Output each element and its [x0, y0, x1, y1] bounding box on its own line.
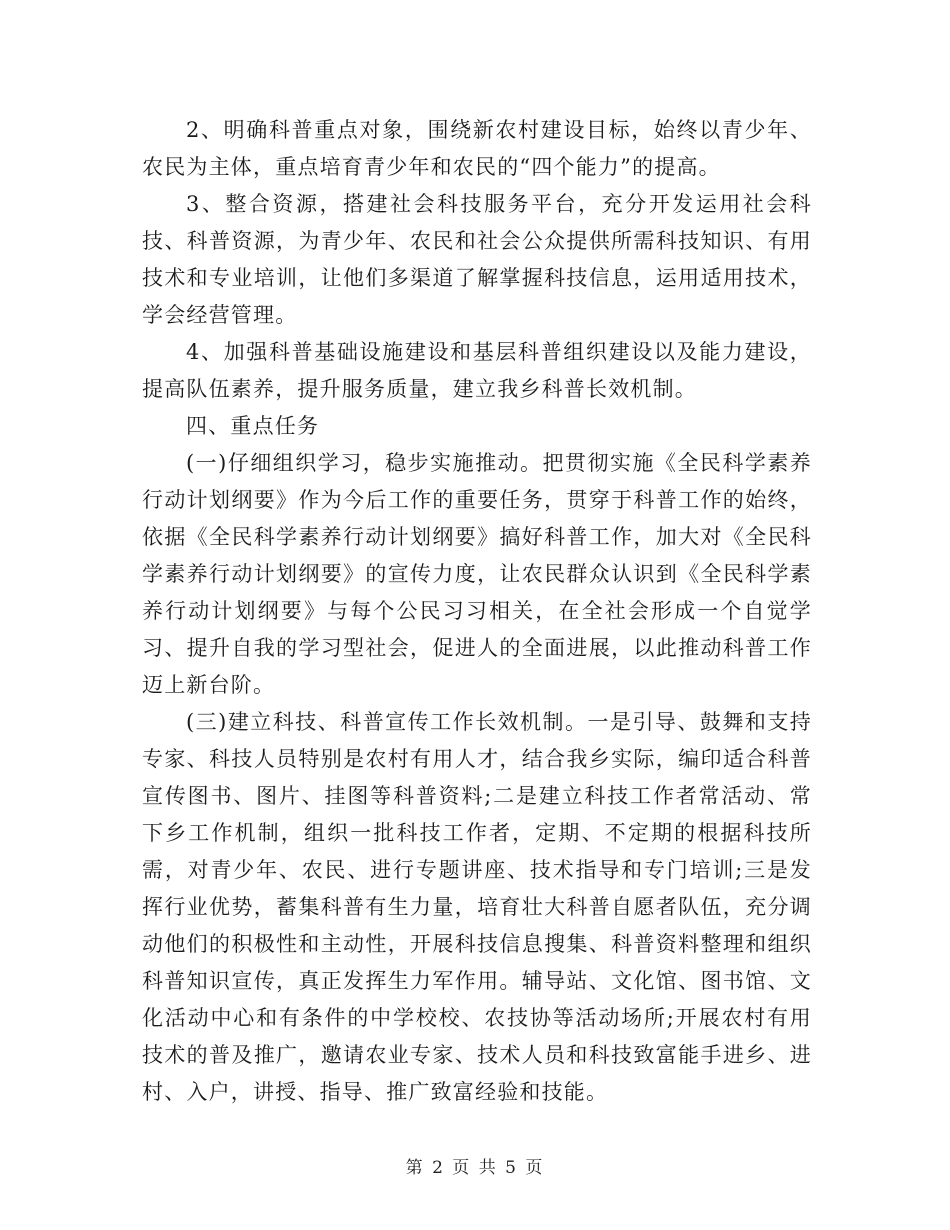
- document-body: [142, 112, 812, 1111]
- paragraph-task-3: (三)建立科技、科普宣传工作长效机制。一是引导、鼓舞和支持专家、科技人员特别是农村有用人才，结合我乡实际，编印适合科普宣传图书、图片、挂图等科普资料;二是建立科技工作者常活动、常下乡工作机制，组织一批科技工作者，定期、不定期的根据科技所需，对青少年、农民、进行专题讲座、技术指导和专门培训;三是发挥行业优势，蓄集科普有生力量，培育壮大科普自愿者队伍，充分调动他们的积极性和主动性，开展科技信息搜集、科普资料整理和组织科普知识宣传，真正发挥生力军作用。辅导站、文化馆、图书馆、文化活动中心和有条件的中学校校、农技协等活动场所;开展农村有用技术的普及推广，邀请农业专家、技术人员和科技致富能手进乡、进村、入户，讲授、指导、推广致富经验和技能。: [142, 710, 812, 1104]
- paragraph-goal-3: 3、整合资源，搭建社会科技服务平台，充分开发运用社会科技、科普资源，为青少年、农民和社会公众提供所需科技知识、有用技术和专业培训，让他们多渠道了解掌握科技信息，运用适用技术，学会经营管理。: [142, 192, 812, 327]
- paragraph-goal-2: 2、明确科普重点对象，围绕新农村建设目标，始终以青少年、农民为主体，重点培育青少年和农民的“四个能力”的提高。: [142, 118, 812, 179]
- section-heading-key-tasks: 四、重点任务: [186, 414, 320, 438]
- page-number-footer: 第 2 页 共 5 页: [405, 1158, 545, 1178]
- paragraph-goal-4: 4、加强科普基础设施建设和基层科普组织建设以及能力建设，提高队伍素养，提升服务质量，建立我乡科普长效机制。: [142, 340, 812, 401]
- paragraph-task-1: (一)仔细组织学习，稳步实施推动。把贯彻实施《全民科学素养行动计划纲要》作为今后工作的重要任务，贯穿于科普工作的始终，依据《全民科学素养行动计划纲要》搞好科普工作，加大对《全民科学素养行动计划纲要》的宣传力度，让农民群众认识到《全民科学素养行动计划纲要》与每个公民习习相关，在全社会形成一个自觉学习、提升自我的学习型社会，促进人的全面进展，以此推动科普工作迈上新台阶。: [142, 451, 812, 697]
